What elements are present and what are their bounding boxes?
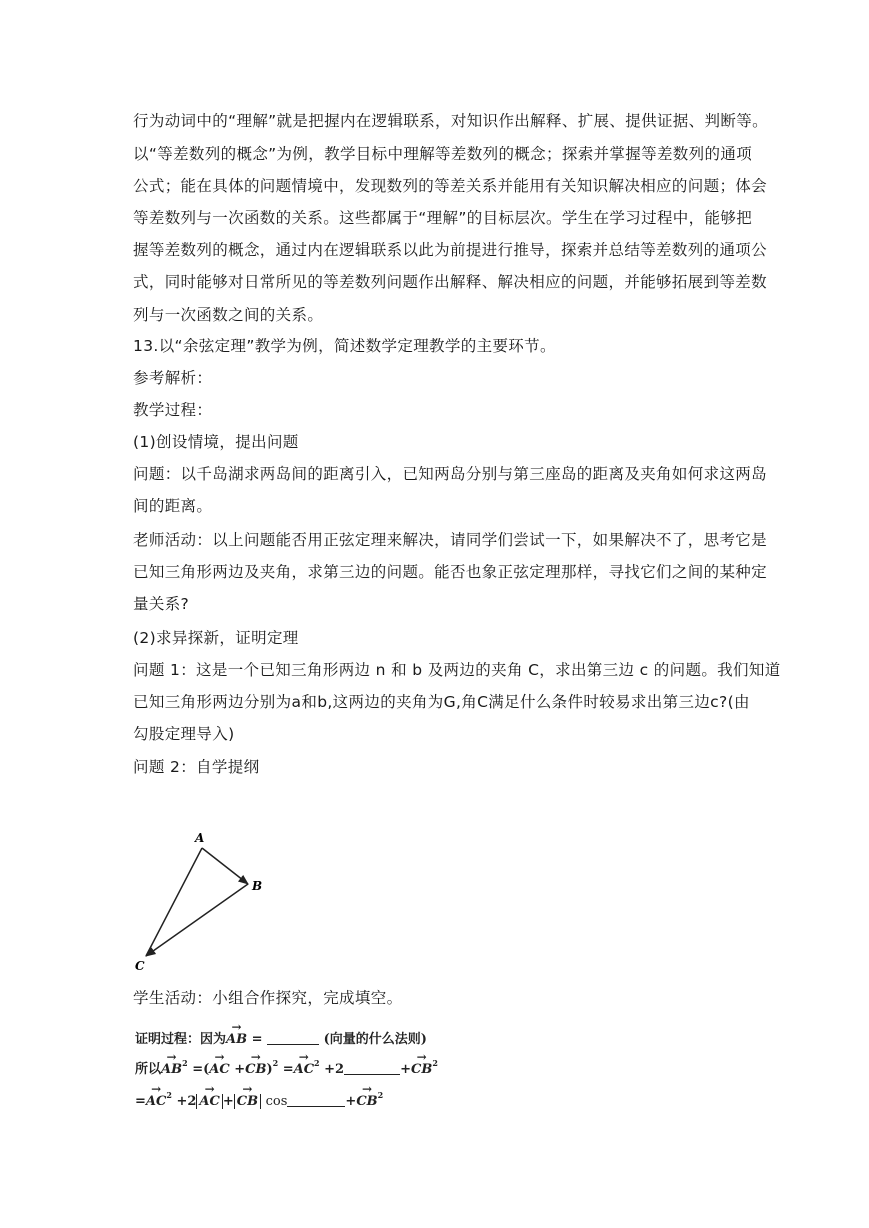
vector-ac: → AC (146, 1094, 166, 1109)
text-line: 勾股定理导入) (133, 725, 235, 743)
text-line: 等差数列与一次函数的关系。这些都属于“理解”的目标层次。学生在学习过程中，能够把 (133, 209, 753, 227)
text-line: 问题：以千岛湖求两岛间的距离引入，已知两岛分别与第三座岛的距离及夹角如何求这两岛 (133, 465, 768, 483)
text-line: 以“等差数列的概念”为例，教学目标中理解等差数列的概念；探索并掌握等差数列的通项 (133, 145, 753, 163)
exponent: 2 (182, 1058, 188, 1068)
coefficient: +2 (324, 1062, 345, 1077)
side-ca (146, 848, 202, 956)
vector-ac: → AC (199, 1094, 219, 1109)
proof-line-1: 证明过程：因为→ AB = (向量的什么法则) (135, 1028, 427, 1047)
vector-cb: → CB (245, 1062, 266, 1077)
text-line: 教学过程： (133, 401, 213, 419)
vector-cb: → CB (356, 1094, 377, 1109)
exponent: 2 (166, 1090, 172, 1100)
vertex-label-c: C (135, 959, 145, 973)
vertex-label-a: A (195, 831, 205, 845)
vector-ac: → AC (209, 1062, 229, 1077)
student-activity: 学生活动：小组合作探究，完成填空。 (133, 989, 403, 1007)
vector-ac: → AC (294, 1062, 314, 1077)
text-line: 间的距离。 (133, 497, 213, 515)
proof-line-2: 所以→ $AB^2$ =(→ AC +→ $CB)^2 =\to AC^2 +2 +\to CB^2$ (135, 1058, 438, 1077)
text-line: 问题 2：自学提纲 (133, 758, 260, 776)
text-line: 已知三角形两边分别为a和b,这两边的夹角为G,角C满足什么条件时较易求出第三边c?(由 (133, 693, 750, 711)
proof-line-3: =→ $AC^2 +2\to$ AC +→ CB $\cos +\to CB^2$ (135, 1090, 383, 1109)
text-line: 13.以“余弦定理”教学为例，简述数学定理教学的主要环节。 (133, 337, 556, 355)
fill-blank (344, 1062, 400, 1075)
text-line: 老师活动：以上问题能否用正弦定理来解决，请同学们尝试一下，如果解决不了，思考它是 (133, 531, 768, 549)
exponent: 2 (314, 1058, 320, 1068)
vector-ab: → AB (161, 1062, 182, 1077)
text-line: 问题 1：这是一个已知三角形两边 n 和 b 及两边的夹角 C，求出第三边 c 的问题。我们知道 (133, 661, 781, 679)
vector-cb: → CB (237, 1094, 258, 1109)
text-line: (1)创设情境，提出问题 (133, 433, 299, 451)
side-ab (202, 848, 248, 884)
text-line: 公式；能在具体的问题情境中，发现数列的等差关系并能用有关知识解决相应的问题；体会 (133, 177, 768, 195)
text-line: 列与一次函数之间的关系。 (133, 306, 324, 324)
text-line: 量关系? (133, 595, 190, 613)
vertex-label-b: B (252, 879, 263, 893)
coefficient: +2 (176, 1094, 197, 1109)
text-line: 握等差数列的概念，通过内在逻辑联系以此为前提进行推导，探索并总结等差数列的通项公 (133, 241, 768, 259)
triangle-figure (130, 828, 270, 976)
proof-note: (向量的什么法则) (323, 1032, 427, 1047)
vector-cb: → CB (411, 1062, 432, 1077)
proof-prefix: 证明过程：因为 (135, 1032, 227, 1047)
proof-prefix: 所以 (135, 1062, 162, 1077)
text-line: (2)求异探新，证明定理 (133, 629, 299, 647)
cos-text: cos (265, 1094, 288, 1109)
text-line: 已知三角形两边及夹角，求第三边的问题。能否也象正弦定理那样，寻找它们之间的某种定 (133, 563, 768, 581)
text-line: 行为动词中的“理解”就是把握内在逻辑联系，对知识作出解释、扩展、提供证据、判断等。 (133, 112, 768, 130)
exponent: 2 (432, 1058, 438, 1068)
fill-blank (267, 1032, 319, 1045)
exponent: 2 (377, 1090, 384, 1100)
text-line: 式，同时能够对日常所见的等差数列问题作出解释、解决相应的问题，并能够拓展到等差数 (133, 273, 768, 291)
exponent: 2 (272, 1058, 279, 1068)
text-line: 参考解析： (133, 369, 213, 387)
side-bc (146, 884, 248, 956)
vector-ab: → AB (226, 1032, 247, 1047)
fill-blank (287, 1094, 345, 1107)
